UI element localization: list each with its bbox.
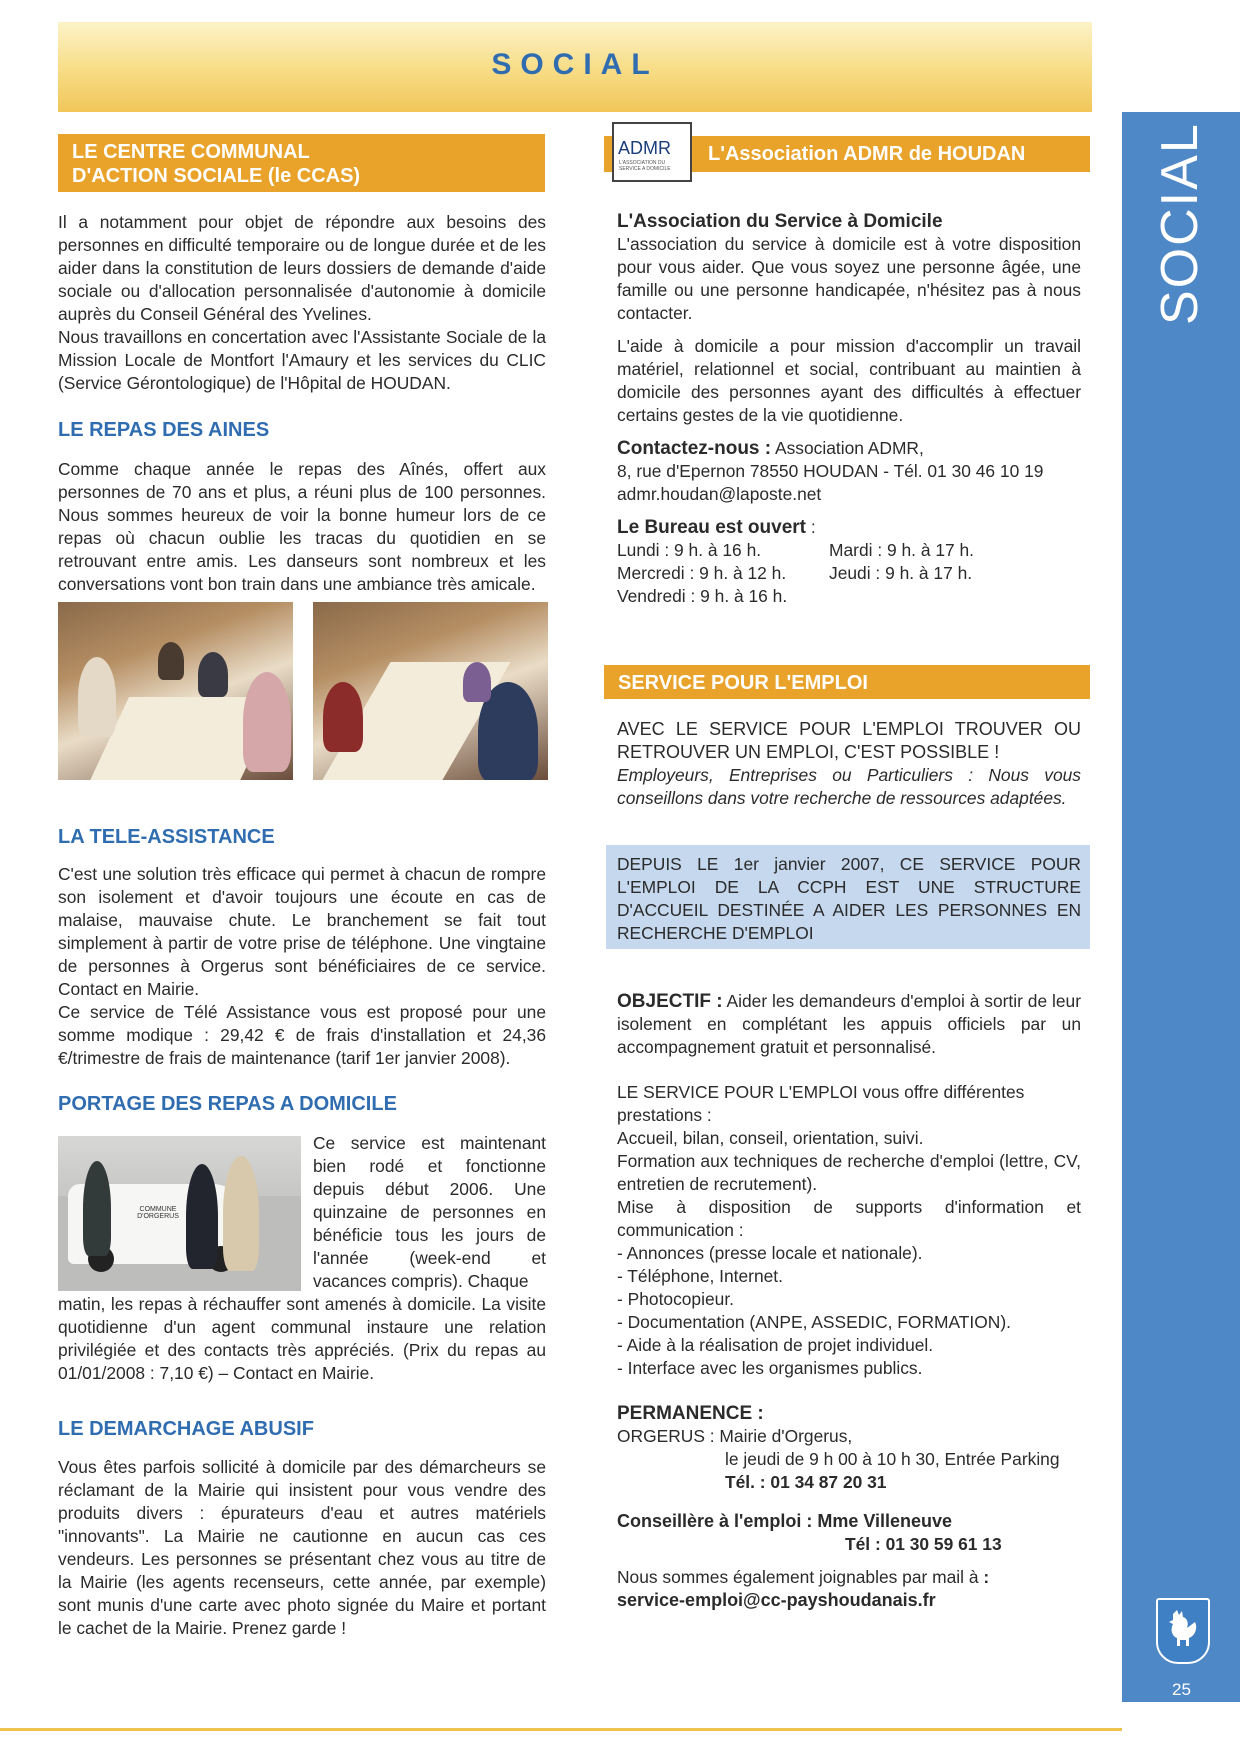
title-band [58,22,1092,112]
mail-address[interactable]: service-emploi@cc-payshoudanais.fr [617,1590,936,1610]
admr-bureau-label: Le Bureau est ouvert [617,517,806,538]
conseillere-tel: Tél : 01 30 59 61 13 [845,1534,1002,1554]
admr-logo-small: L'ASSOCIATION DU SERVICE A DOMICILE [619,160,671,172]
service-item: - Documentation (ANPE, ASSEDIC, FORMATION). [617,1312,1011,1332]
ccas-para1: Il a notamment pour objet de répondre aux besoins des personnes en difficulté temporaire ou de longue durée et de les aider dans la constitution de leurs dossiers de demande d'aide sociale ou d'allocation personnalisée d'autonomie à domicile auprès du Conseil Général des Yvelines. [58,212,546,324]
hours-left: Lundi : 9 h. à 16 h. [617,540,762,560]
bottom-rule [0,1728,1122,1731]
ccas-para2: Nous travaillons en concertation avec l'Assistante Sociale de la Mission Locale de Montfort l'Amaury et les services du CLIC (Service Gérontologique) de l'Hôpital de HOUDAN. [58,327,546,393]
emploi-intro [617,718,1081,810]
portage-photo [58,1136,301,1291]
rooster-badge [1156,1598,1210,1664]
service-item: - Interface avec les organismes publics. [617,1358,923,1378]
emploi-heading: SERVICE POUR L'EMPLOI [604,665,1090,699]
admr-subtitle: L'Association du Service à Domicile [617,211,943,232]
tele-heading: LA TELE-ASSISTANCE [58,826,275,848]
emploi-intro-italic: Employeurs, Entreprises ou Particuliers : Nous vous conseillons dans votre recherche de ressources adaptées. [617,765,1081,808]
objectif-label: OBJECTIF : [617,991,723,1012]
ccas-heading-line1: LE CENTRE COMMUNAL [72,141,310,163]
permanence-line1: ORGERUS : Mairie d'Orgerus, [617,1426,853,1446]
permanence-tel: Tél. : 01 34 87 20 31 [725,1472,887,1492]
side-label: SOCIAL [1151,122,1209,325]
admr-contact-value: Association ADMR, [771,438,924,458]
admr-logo-word: ADMR [618,138,671,158]
ccas-text [58,211,546,395]
service-item: - Annonces (presse locale et nationale). [617,1243,923,1263]
tele-para2: Ce service de Télé Assistance vous est proposé pour une somme modique : 29,42 € de frais d'installation et 24,36 €/trimestre de frais de maintenance (tarif 1er janvier 2008). [58,1002,546,1068]
admr-para1: L'association du service à domicile est à votre disposition pour vous aider. Que vous soyez une personne âgée, une famille ou une personne handicapée, n'hésitez pas à nous contacter. [617,234,1081,323]
emploi-box-text: DEPUIS LE 1er janvier 2007, CE SERVICE POUR L'EMPLOI DE LA CCPH EST UNE STRUCTURE D'ACCUEIL DESTINÉE A AIDER LES PERSONNES EN RECHERCHE D'EMPLOI [617,854,1081,943]
emploi-highlight-box [606,845,1090,949]
repas-photo-2 [313,602,548,780]
admr-bureau-colon: : [806,517,816,537]
permanence-line2: le jeudi de 9 h 00 à 10 h 30, Entrée Parking [725,1449,1060,1469]
hours-row [617,585,1081,608]
hours-right: Mardi : 9 h. à 17 h. [829,540,975,560]
admr-contact-label: Contactez-nous : [617,438,772,459]
tele-para1: C'est une solution très efficace qui permet à chacun de rompre son isolement et d'avoir toujours une écoute en cas de malaise, mauvaise chute. Le branchement se fait tout simplement à partir de votre prise de téléphone. Une vingtaine de personnes à Orgerus sont bénéficiaires de ce service. Contact en Mairie. [58,864,546,999]
side-bar [1122,112,1240,1702]
objectif-text: Aider les demandeurs d'emploi à sortir de leur isolement en complétant les appuis officiels par un accompagnement gratuit et personnalisé. [617,991,1081,1057]
demarchage-text: Vous êtes parfois sollicité à domicile par des démarcheurs se réclamant de la Mairie qui insistent pour vous vendre des produits divers : épurateurs d'eau et autres matériels "innovants". La Mairie ne cautionne en aucun cas ces vendeurs. Les personnes se présentant chez vous au titre de la Mairie (les agents recenseurs, cette année, par exemple) sont munis d'une carte avec photo signée du Maire et portant le cachet de la Mairie. Prenez garde ! [58,1457,546,1638]
hours-left: Mercredi : 9 h. à 12 h. [617,563,787,583]
mail-line: Nous sommes également joignables par mail à [617,1567,984,1587]
repas-photo-1 [58,602,293,780]
service-item: Mise à disposition de supports d'information et communication : [617,1197,1081,1240]
service-item: - Téléphone, Internet. [617,1266,783,1286]
portage-text-side: Ce service est maintenant bien rodé et fonctionne depuis début 2006. Une quinzaine de personnes en bénéficie tous les jours de l'année (week-end et vacances compris). Chaque [313,1133,546,1291]
page-number: 25 [1172,1680,1191,1699]
page-title: SOCIAL [491,48,659,81]
portage-heading: PORTAGE DES REPAS A DOMICILE [58,1093,397,1115]
permanence-label: PERMANENCE : [617,1403,764,1424]
admr-para2: L'aide à domicile a pour mission d'accomplir un travail matériel, relationnel et social, contribuant au maintien à domicile des personnes ayant des difficultés à effectuer certains gestes de la vie quotidienne. [617,336,1081,425]
ccas-heading [58,134,545,192]
repas-heading: LE REPAS DES AINES [58,419,270,441]
hours-row [617,539,1081,562]
repas-text: Comme chaque année le repas des Aînés, offert aux personnes de 70 ans et plus, a réuni plus de 100 personnes. Nous sommes heureux de voir la bonne humeur lors de ce repas où chacun oublie les tracas du quotidien en se retrouvant entre amis. Les danseurs sont nombreux et les conversations vont bon train dans une ambiance très amicale. [58,459,546,594]
demarchage-heading: LE DEMARCHAGE ABUSIF [58,1418,314,1440]
hours-right: Jeudi : 9 h. à 17 h. [829,563,973,583]
emploi-intro-caps: AVEC LE SERVICE POUR L'EMPLOI TROUVER OU RETROUVER UN EMPLOI, C'EST POSSIBLE ! [617,719,1081,762]
admr-text [617,210,1081,608]
tele-text [58,863,546,1070]
hours-left: Vendredi : 9 h. à 16 h. [617,586,788,606]
admr-logo [612,122,692,182]
service-item: Formation aux techniques de recherche d'emploi (lettre, CV, entretien de recrutement). [617,1151,1081,1194]
portage-text-full: matin, les repas à réchauffer sont amenés à domicile. La visite quotidienne d'un agent communal instaure une relation privilégiée et des contacts très appréciés. (Prix du repas au 01/01/2008 : 7,10 €) – Contact en Mairie. [58,1294,546,1383]
service-item: Accueil, bilan, conseil, orientation, suivi. [617,1128,924,1148]
emploi-details [617,990,1081,1612]
service-item: - Photocopieur. [617,1289,734,1309]
services-intro: LE SERVICE POUR L'EMPLOI vous offre différentes prestations : [617,1082,1025,1125]
rooster-icon [1165,1608,1201,1652]
conseillere: Conseillère à l'emploi : Mme Villeneuve [617,1511,953,1531]
admr-address: 8, rue d'Epernon 78550 HOUDAN - Tél. 01 30 46 10 19 [617,461,1044,481]
van-text: COMMUNE D'ORGERUS [137,1206,179,1220]
hours-row [617,562,1081,585]
admr-email[interactable]: admr.houdan@laposte.net [617,484,822,504]
mail-colon: : [983,1567,990,1587]
admr-heading: L'Association ADMR de HOUDAN [604,136,1090,172]
ccas-heading-line2: D'ACTION SOCIALE (le CCAS) [72,165,361,187]
service-item: - Aide à la réalisation de projet individuel. [617,1335,934,1355]
